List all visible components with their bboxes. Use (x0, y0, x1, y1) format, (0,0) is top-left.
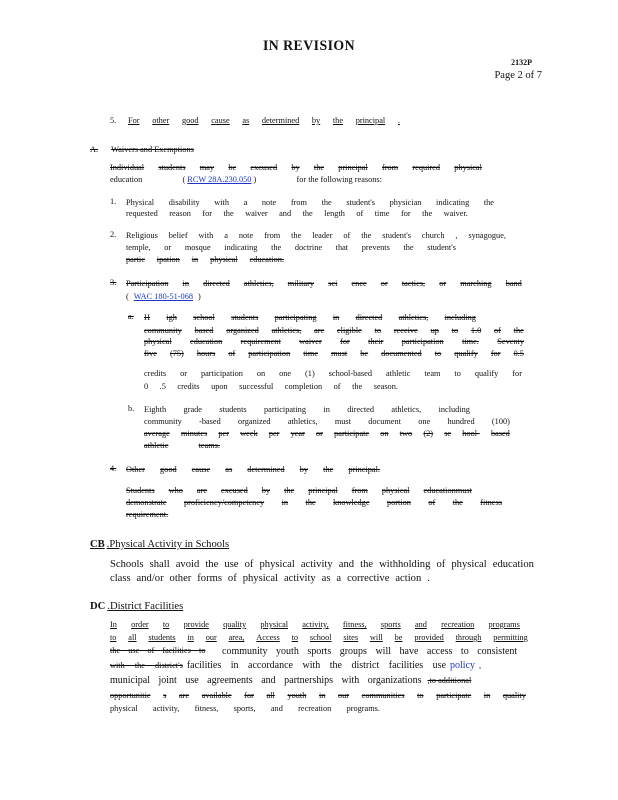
section-a-intro (110, 162, 482, 173)
item-4-line-4: requirement. (126, 510, 169, 519)
section-dc-line-6: opportunitie s are available for all youth in our communities to participate in quality (110, 691, 526, 700)
sub-a-text (144, 312, 476, 323)
intro-tail: for the following reasons: (296, 175, 382, 184)
item-2-text-3 (126, 254, 284, 265)
item-3-number: 3. (110, 278, 117, 287)
section-dc-heading (90, 600, 200, 613)
intro-education: education (110, 175, 143, 184)
sub-a-label: a. (128, 312, 134, 321)
item-1-line-1: Physical disability with a note from the student's physician indicating the (126, 198, 494, 207)
item-4-text-4 (126, 509, 192, 520)
sub-b-text-2 (144, 416, 510, 427)
sub-b-text-3 (144, 428, 510, 439)
section-a-label: A. (90, 145, 99, 154)
item-5-number: 5. (110, 116, 117, 125)
item-1-number: 1. (110, 197, 117, 206)
wac-link[interactable]: WAC 180-51-068 (133, 292, 193, 301)
item-1-line-2: requested reason for the waiver and the length of time for the waiver. (126, 209, 468, 218)
intro-paren: ( RCW 28A.230.050 ) (182, 175, 257, 184)
sub-b-text-4 (144, 440, 220, 451)
item-1-text (126, 197, 494, 208)
section-dc-line-5a: municipal joint use agreements and partnerships with organizations (110, 675, 422, 686)
item-4-line-3: demonstrate proficiency/competency in the knowledge portion of the fitness (126, 498, 502, 507)
sub-a-text-2 (144, 325, 524, 359)
section-dc-body-2 (110, 632, 528, 643)
page-number: Page 2 of 7 (494, 70, 542, 81)
section-cb-title: .Physical Activity in Schools (106, 539, 230, 550)
section-dc-line-1: In order to provide quality physical activity, fitness, sports and recreation programs (110, 620, 520, 629)
section-cb-label: CB (90, 539, 105, 550)
section-dc-line-4c: , (479, 661, 482, 670)
item-4-line-1: Other good cause as determined by the principal. (126, 465, 380, 474)
section-dc-body-3 (110, 645, 530, 658)
policy-link[interactable]: policy (450, 660, 476, 671)
section-cb-line-2: class and/or other forms of physical activity as a corrective action . (110, 573, 430, 584)
section-dc-line-2 (110, 632, 528, 643)
sub-a-line-5: credits or participation on one (1) school-based athletic team to qualify for (144, 369, 522, 378)
section-dc-body-5 (110, 675, 530, 686)
item-4-text-2 (126, 485, 472, 496)
policy-code: 2132P (511, 58, 532, 67)
item-5-text (128, 115, 400, 126)
section-dc-line-4a: with the district's (110, 661, 183, 670)
item-3-line-1: Participation in directed athletics, military sci ence or tactics, or marching band (126, 279, 522, 288)
section-dc-title: .District Facilities (107, 601, 184, 612)
item-2-text (126, 230, 506, 241)
section-dc-body-4 (110, 660, 530, 671)
item-2-line-3: partic ipation in physical education. (126, 255, 284, 264)
sub-a-text-6 (144, 381, 398, 392)
section-a-heading (90, 144, 240, 155)
section-a-intro-2 (110, 174, 382, 185)
sub-a-line-3: physical education requirement waiver for their participation time. Seventy (144, 337, 524, 347)
item-2-line-2: temple, or mosque indicating the doctrine that prevents the student's (126, 243, 456, 252)
section-dc-label: DC (90, 601, 106, 612)
sub-b-text (144, 404, 470, 415)
sub-a-line-2: community based organized athletics, are eligible to receive up to 1.0 of the (144, 326, 524, 335)
section-cb-line-1: Schools shall avoid the use of physical activity and the withholding of physical education (110, 559, 534, 570)
section-dc-body-7 (110, 703, 380, 714)
section-a-title: Waivers and Exemptions (111, 145, 194, 154)
section-dc-body-6 (110, 690, 526, 701)
sub-a-line-4: five (75) hours of participation time must be documented to qualify for 0.5 (144, 348, 524, 358)
section-cb-body (110, 558, 534, 571)
sub-b-line-2: community -based organized athletics, must document one hundred (100) (144, 417, 510, 426)
item-3-text (126, 278, 522, 289)
section-cb-body-2 (110, 572, 430, 585)
item-4-number: 4. (110, 464, 117, 473)
section-dc-line-3b: community youth sports groups will have access to consistent (222, 646, 518, 657)
sub-b-line-3: average minutes per week per year or participate on two (2) sc hool- based (144, 429, 510, 438)
intro-line-1: Individual students may be excused by the principal from required physical (110, 163, 482, 172)
section-dc-line-3a: the use of facilities to (110, 646, 206, 655)
sub-a-text-5 (144, 368, 522, 379)
sub-a-line-1: H igh school students participating in directed athletics, including (144, 313, 476, 322)
section-dc-line-2-text: to all students in our area, Access to school sites will be provided through permitting (110, 633, 528, 642)
sub-a-line-6: 0 .5 credits upon successful completion of the season. (144, 382, 398, 391)
item-2-line-1: Religious belief with a note from the leader of the student's church , synagogue, (126, 231, 506, 240)
sub-b-label: b. (128, 404, 135, 413)
sub-b-line-4: athletic teams. (144, 441, 220, 450)
item-3-wac: ( WAC 180-51-068 ) (126, 292, 201, 301)
section-dc-line-5b: ,to additional (427, 676, 472, 685)
sub-b-line-1: Eighth grade students participating in directed athletics, including (144, 405, 470, 414)
item-1-text-2 (126, 208, 468, 219)
item-2-text-2 (126, 242, 456, 253)
section-dc-body (110, 619, 520, 630)
section-cb-heading (90, 538, 250, 551)
item-4-line-2: Students who are excused by the principal from physical educationmust (126, 486, 472, 495)
item-2-number: 2. (110, 230, 117, 239)
item-4-text-3 (126, 497, 502, 508)
page-title: IN REVISION (262, 38, 356, 54)
rcw-link[interactable]: RCW 28A.230.050 (187, 175, 252, 184)
section-dc-line-4b: facilities in accordance with the district facilities use (186, 660, 447, 671)
item-5-line: For other good cause as determined by the principal . (128, 116, 400, 125)
item-4-text (126, 464, 380, 475)
section-dc-line-7: physical activity, fitness, sports, and recreation programs. (110, 704, 380, 713)
